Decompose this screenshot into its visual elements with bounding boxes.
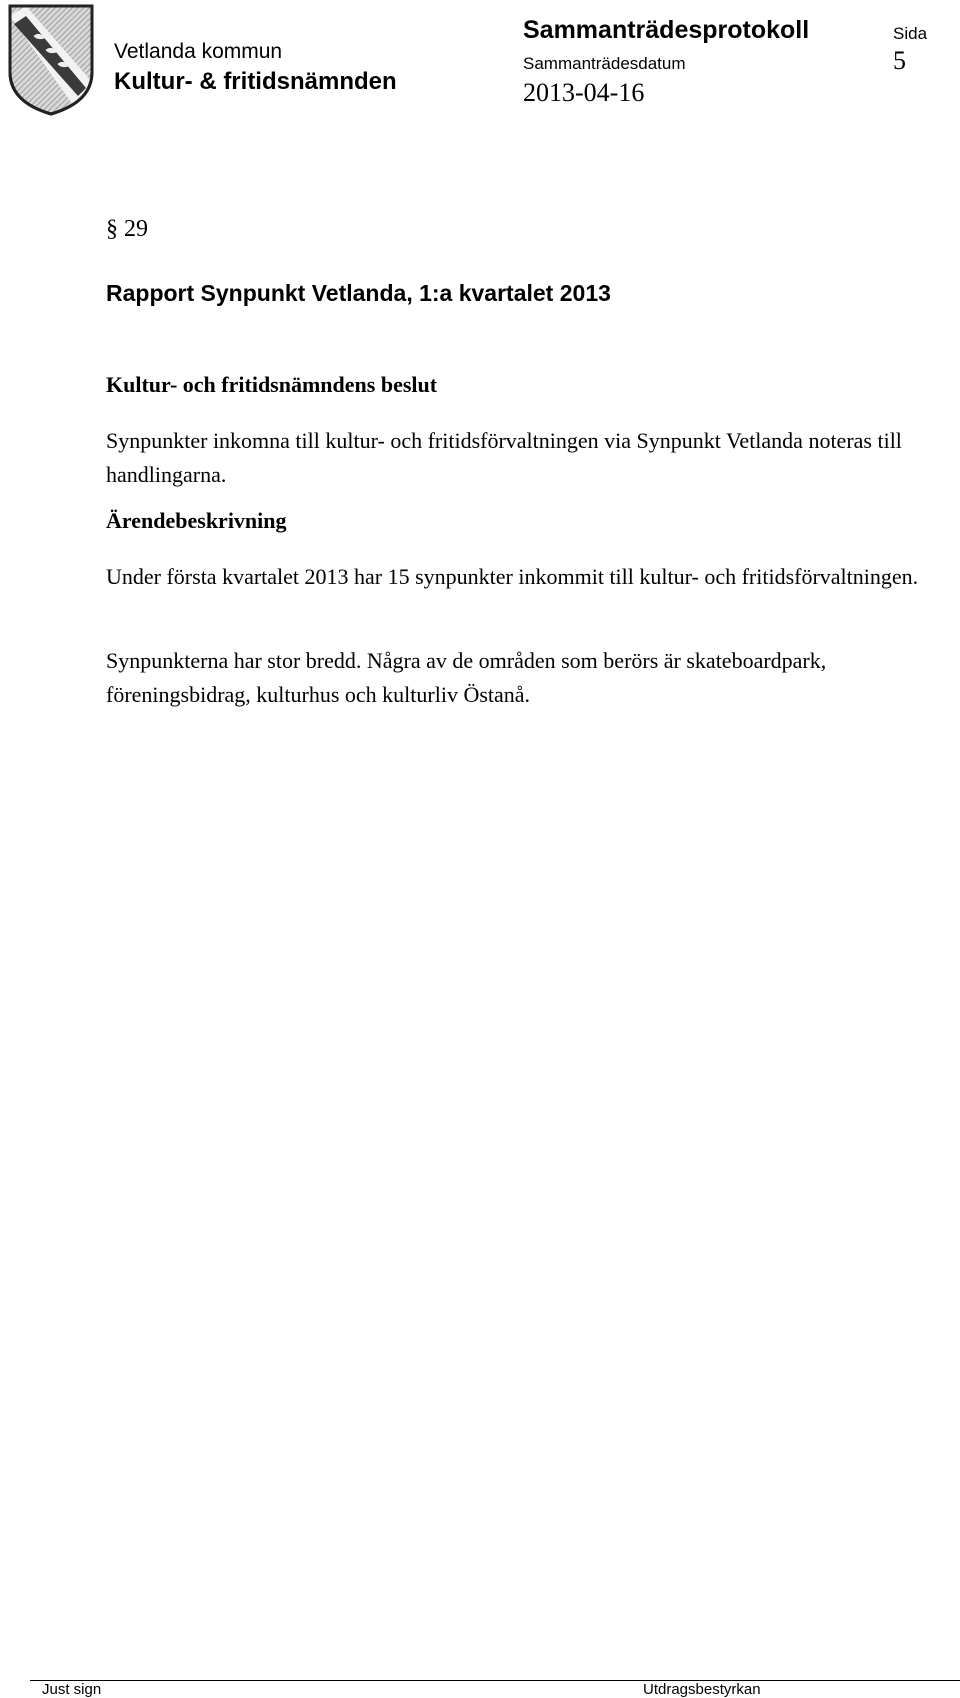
page-label: Sida (893, 24, 928, 43)
footer-divider (30, 1680, 960, 1681)
meeting-date-label: Sammanträdesdatum (523, 54, 686, 73)
description-paragraph: Under första kvartalet 2013 har 15 synpunkter inkommit till kultur- och fritidsförvaltningen. (106, 564, 919, 589)
page-number: 5 (893, 46, 906, 75)
decision-heading: Kultur- och fritidsnämndens beslut (106, 372, 438, 397)
coat-of-arms-icon (4, 2, 98, 118)
organization-name: Vetlanda kommun (114, 40, 283, 63)
description-heading: Ärendebeskrivning (106, 508, 287, 533)
description-paragraph: Synpunkterna har stor bredd. Några av de områden som berörs är skateboardpark, föreningsbidrag, kulturhus och kulturliv Östanå. (106, 648, 827, 707)
committee-name: Kultur- & fritidsnämnden (114, 68, 397, 95)
section-number: § 29 (106, 216, 148, 242)
decision-text: Synpunkter inkomna till kultur- och fritidsförvaltningen via Synpunkt Vetlanda noteras till handlingarna. (106, 428, 902, 487)
meeting-date-value: 2013-04-16 (523, 78, 645, 107)
item-title: Rapport Synpunkt Vetlanda, 1:a kvartalet 2013 (106, 280, 611, 306)
footer-certification-label: Utdragsbestyrkan (643, 1681, 761, 1698)
footer-signature-label: Just sign (42, 1681, 102, 1698)
document-type: Sammanträdesprotokoll (523, 16, 810, 44)
